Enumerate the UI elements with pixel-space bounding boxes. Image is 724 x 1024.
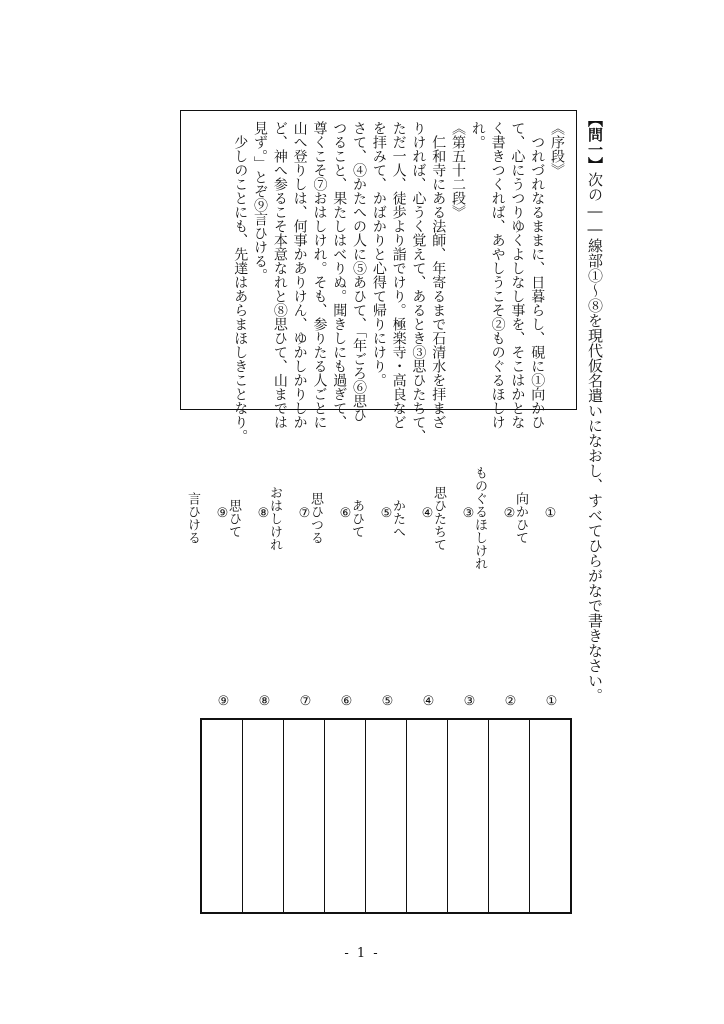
grid-label: ③ — [463, 694, 476, 709]
passage-column: れ。 — [469, 121, 486, 149]
grid-label: ④ — [422, 694, 435, 709]
grid-label: ② — [504, 694, 517, 709]
answer-cell-4[interactable] — [406, 720, 447, 912]
answer-grid — [200, 718, 572, 914]
passage-column: を拝みて、かばかりと心得て帰りにけり。 — [370, 121, 387, 387]
target-word-text: 向かひて — [513, 492, 528, 544]
passage-column: りければ、心うく覚えて、あるとき③思ひたちて、 — [410, 121, 427, 443]
target-word-number: ⑧ — [256, 505, 271, 521]
grid-label: ⑦ — [299, 694, 312, 709]
target-word-text: おはしけれ — [267, 485, 282, 551]
passage-column: つれづれなるままに、日暮らし、硯に①向かひ — [529, 121, 546, 429]
target-word — [431, 418, 483, 618]
target-word-number: ⑤ — [379, 505, 394, 521]
target-word-text: 思ひつる — [308, 492, 323, 544]
target-word-number: ④ — [420, 505, 435, 521]
target-word — [349, 418, 401, 618]
target-word-number: ⑦ — [297, 505, 312, 521]
passage-box — [180, 110, 577, 443]
target-word-number: ⑨ — [215, 505, 230, 521]
passage-column: て、心にうつりゆくよしなし事を、そこはかとな — [509, 121, 526, 429]
grid-label: ⑨ — [217, 694, 230, 709]
target-word — [390, 418, 442, 618]
answer-cell-7[interactable] — [283, 720, 324, 912]
target-word — [185, 418, 237, 618]
passage-column: つること、果たしはべりぬ。聞きしにも過ぎて、 — [331, 121, 348, 429]
target-word-number: ① — [543, 505, 558, 521]
answer-grid-labels — [200, 694, 572, 714]
question-prompt — [582, 112, 608, 703]
answer-cell-9[interactable] — [202, 720, 242, 912]
passage-column: 山へ登りしは、何事かありけん、ゆかしかりしか — [291, 121, 308, 429]
target-word — [513, 418, 565, 618]
answer-cell-3[interactable] — [447, 720, 488, 912]
page-number: - 1 - — [344, 946, 380, 961]
grid-label: ⑥ — [340, 694, 353, 709]
answer-cell-8[interactable] — [242, 720, 283, 912]
target-word — [267, 418, 319, 618]
passage-column: 見ず。」とぞ⑨言ひける。 — [252, 121, 269, 282]
passage-column: 《序段》 — [549, 121, 565, 177]
passage-column: ただ一人、徒歩より詣でけり。極楽寺・高良など — [390, 121, 407, 429]
target-word-text: あひて — [349, 498, 364, 538]
target-word — [472, 418, 524, 618]
passage-column: 尊くこそ⑦おはしけれ。そも、参りたる人ごとに — [311, 121, 328, 429]
target-words-list — [185, 418, 570, 618]
question-label: 【問一】 — [586, 112, 604, 172]
passage-column: 少しのことにも、先達はあらまほしきことなり。 — [232, 121, 249, 443]
target-word-number: ⑥ — [338, 505, 353, 521]
grid-label: ⑧ — [258, 694, 271, 709]
target-word-number: ③ — [461, 505, 476, 521]
target-word-text: 思ひたちて — [431, 485, 446, 551]
target-word — [308, 418, 360, 618]
target-word-text: かたへ — [390, 498, 405, 538]
passage-column: 仁和寺にある法師、年寄るまで石清水を拝まざ — [430, 121, 447, 429]
answer-cell-1[interactable] — [529, 720, 570, 912]
target-word-number: ② — [502, 505, 517, 521]
answer-cell-6[interactable] — [324, 720, 365, 912]
target-word — [226, 418, 278, 618]
answer-cell-2[interactable] — [488, 720, 529, 912]
passage-text — [229, 121, 566, 443]
grid-label: ⑤ — [381, 694, 394, 709]
target-word-text: ものぐるほしけれ — [472, 466, 487, 570]
passage-column: さて、④かたへの人に⑤あひて、「年ごろ⑥思ひ — [351, 121, 368, 422]
target-word-text: 思ひて — [226, 498, 241, 538]
grid-label: ① — [545, 694, 558, 709]
passage-column: く書きつくれば、あやしうこそ②ものぐるほしけ — [489, 121, 506, 429]
passage-column: 《第五十二段》 — [450, 121, 467, 219]
target-word-text: 言ひける — [185, 492, 200, 544]
passage-column: ど、神へ参るこそ本意なれと⑧思ひて、山までは — [271, 121, 288, 429]
answer-cell-5[interactable] — [365, 720, 406, 912]
question-text: 次の――線部①〜⑧を現代仮名遣いになおし、すべてひらがなで書きなさい。 — [586, 172, 604, 703]
